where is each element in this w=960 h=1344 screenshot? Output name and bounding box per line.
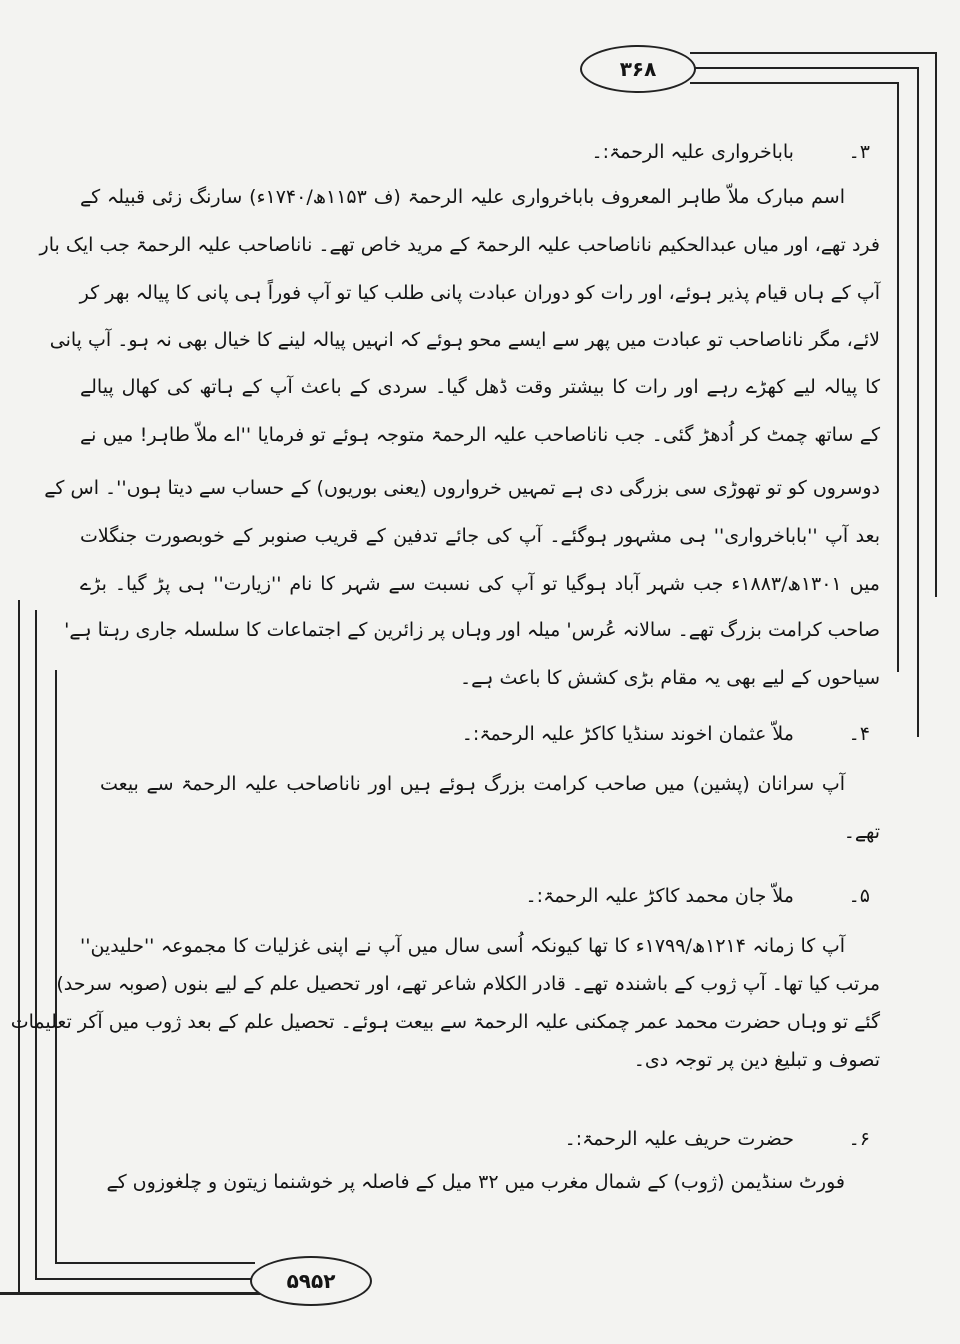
frame-left-line-outer [18, 600, 20, 1292]
frame-bottom-line-inner [55, 1262, 255, 1264]
text-line: بعد آپ ''باباخرواری'' ہی مشہور ہوگئے۔ آپ کی جائے تدفین کے قریب صنوبر کے خوبصورت جنگلات [80, 525, 880, 547]
text-line: فورٹ سنڈیمن (ژوب) کے شمال مغرب میں ۳۲ میل کے فاصلہ پر خوشنما زیتون و چلغوزوں کے [106, 1171, 845, 1193]
text-line: دوسروں کو تو تھوڑی سی بزرگی دی ہے تمہیں خرواروں (یعنی بوریوں) کے حساب سے دیتا ہوں''۔ اس کے [44, 477, 880, 499]
bottom-page-number: ۵۹۵۲ [250, 1256, 372, 1306]
text-line: مرتب کیا تھا۔ آپ ژوب کے باشندہ تھے۔ قادر الکلام شاعر تھے، اور تحصیل علم کے لیے بنوں (صوبہ سرحد) [56, 973, 880, 995]
section-title: باباخرواری علیہ الرحمۃ:۔ [591, 141, 794, 163]
text-line: تصوف و تبلیغ دین پر توجہ دی۔ [633, 1049, 880, 1071]
frame-left-line-middle [35, 610, 37, 1278]
text-line: گئے تو وہاں حضرت محمد عمر چمکنی علیہ الرحمۃ سے بیعت ہوئے۔ تحصیل علم کے بعد ژوب میں آکر تعلیمات [10, 1011, 880, 1033]
section-number: ۳۔ [848, 141, 870, 163]
section-title: ملاّ عثمان اخوند سنڈیا کاکڑ علیہ الرحمۃ:۔ [461, 723, 794, 745]
section-number: ۵۔ [848, 885, 870, 907]
frame-right-line-middle [917, 67, 919, 737]
text-line: آپ کے ہاں قیام پذیر ہوئے، اور رات کو دوران عبادت پانی طلب کیا تو آپ فوراً ہی پانی کا پیالہ بھر کر [79, 282, 880, 304]
section-heading [462, 720, 870, 748]
text-line: سیاحوں کے لیے بھی یہ مقام بڑی کشش کا باعث ہے۔ [460, 667, 880, 689]
section-number: ۴۔ [848, 723, 870, 745]
top-page-number: ۳۶۸ [580, 45, 696, 93]
frame-top-line-middle [690, 67, 918, 69]
text-line: فرد تھے، اور میاں عبدالحکیم ناناصاحب علیہ الرحمۃ کے مرید خاص تھے۔ ناناصاحب علیہ الرحمۃ جب ایک بار [39, 234, 880, 256]
section-heading [592, 138, 870, 166]
frame-left-line-inner [55, 670, 57, 1262]
text-line: تھے۔ [843, 821, 880, 843]
text-line: آپ کا زمانہ ۱۲۱۴ھ/۱۷۹۹ء کا تھا کیونکہ اُسی سال میں آپ نے اپنی غزلیات کا مجموعہ ''حلیدین'' [80, 935, 845, 957]
text-line: اسم مبارک ملاّ طاہر المعروف باباخرواری علیہ الرحمۃ (ف ۱۱۵۳ھ/۱۷۴۰ء) سارنگ زئی قبیلہ کے [80, 186, 845, 208]
text-line: کے ساتھ چمٹ کر اُدھڑ گئی۔ جب ناناصاحب علیہ الرحمۃ متوجہ ہوئے تو فرمایا ''اے ملاّ طاہر! میں نے [80, 424, 880, 446]
section-number: ۶۔ [848, 1128, 870, 1150]
frame-bottom-line-outer [0, 1292, 260, 1295]
frame-bottom-line-middle [35, 1278, 255, 1280]
text-line: لائے، مگر ناناصاحب تو عبادت میں پھر سے ایسے محو ہوئے کہ انہیں پیالہ لینے کا خیال بھی نہ ہو۔ آپ پانی [49, 329, 880, 351]
text-line: کا پیالہ لیے کھڑے رہے اور رات کا بیشتر وقت ڈھل گیا۔ سردی کے باعث آپ کے ہاتھ کی کھال پیالے [80, 376, 880, 398]
text-line: آپ سرانان (پشین) میں صاحب کرامت بزرگ ہوئے ہیں اور ناناصاحب علیہ الرحمۃ سے بیعت [100, 773, 845, 795]
frame-right-line-inner [897, 82, 899, 672]
section-title: ملاّ جان محمد کاکڑ علیہ الرحمۃ:۔ [525, 885, 794, 907]
frame-right-line-outer [935, 52, 937, 597]
section-title: حضرت حریف علیہ الرحمۃ:۔ [564, 1128, 794, 1150]
section-heading [526, 882, 870, 910]
text-line: میں ۱۳۰۱ھ/۱۸۸۳ء جب شہر آباد ہوگیا تو آپ کی نسبت سے شہر کا نام ''زیارت'' ہی پڑ گیا۔ بڑے [80, 573, 880, 595]
section-heading [565, 1125, 870, 1153]
frame-top-line-outer [690, 52, 936, 54]
frame-top-line-inner [690, 82, 898, 84]
text-line: صاحب کرامت بزرگ تھے۔ سالانہ عُرس' میلہ اور وہاں پر زائرین کے اجتماعات کا سلسلہ جاری رہتا ہے' [64, 619, 880, 641]
